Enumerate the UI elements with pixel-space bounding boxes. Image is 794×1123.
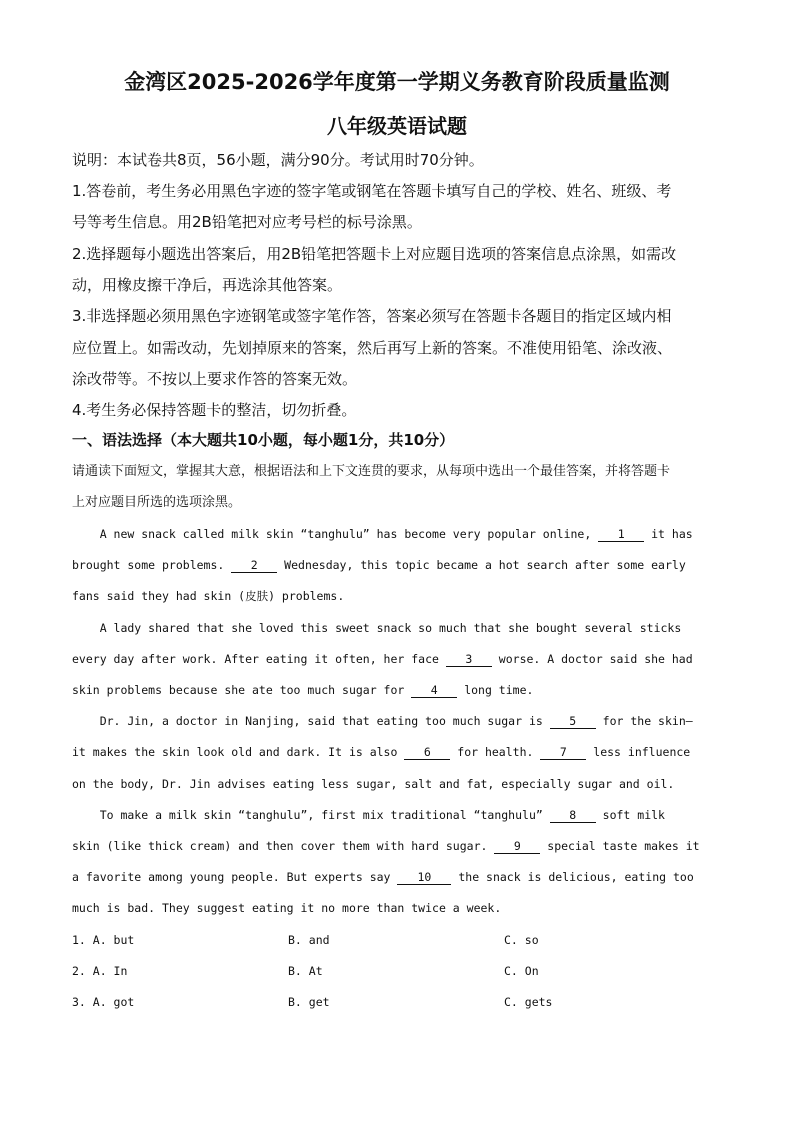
passage-text: brought some problems. [72,558,232,572]
passage-line [72,800,732,831]
instruction-line: 3.非选择题必须用黑色字迹钢笔或签字笔作答，答案必须写在答题卡各题目的指定区域内相 [72,307,672,325]
passage-text: a favorite among young people. But experts say [72,870,398,884]
option-c: C. so [504,933,539,947]
passage-line [72,831,732,862]
question-options-3 [72,987,732,1018]
blank-10: 10 [397,870,451,885]
passage-text: for health. [450,745,541,759]
passage-line [72,862,732,893]
option-a: 3. A. got [72,995,135,1009]
passage-line: A lady shared that she loved this sweet snack so much that she bought several sticks [72,621,682,635]
instruction-line: 1.答卷前，考生务必用黑色字迹的签字笔或钢笔在答题卡填写自己的学校、姓名、班级、考 [72,182,672,200]
instruction-line: 应位置上。如需改动，先划掉原来的答案，然后再写上新的答案。不准使用铅笔、涂改液、 [72,339,673,357]
blank-1: 1 [598,527,644,542]
option-c: C. gets [504,995,553,1009]
passage-text: skin problems because she ate too much sugar for [72,683,412,697]
option-b: B. get [288,995,330,1009]
passage-text: it has [644,527,693,541]
passage-text: special taste makes it [540,839,700,853]
passage-line [72,550,732,581]
passage-text: soft milk [595,808,665,822]
option-b: B. At [288,964,323,978]
passage-line [72,706,732,737]
blank-6: 6 [404,745,450,760]
passage-text: less influence [586,745,691,759]
passage-text: every day after work. After eating it often, her face [72,652,446,666]
passage-text: Dr. Jin, a doctor in Nanjing, said that eating too much sugar is [72,714,550,728]
blank-9: 9 [494,839,540,854]
passage-line [72,737,732,768]
passage-line: fans said they had skin (皮肤) problems. [72,589,345,603]
page-title: 金湾区2025-2026学年度第一学期义务教育阶段质量监测 [124,70,670,94]
option-a: 1. A. but [72,933,135,947]
instruction-line: 说明：本试卷共8页，56小题，满分90分。考试用时70分钟。 [72,151,484,169]
passage-text: worse. A doctor said she had [491,652,693,666]
passage-line: on the body, Dr. Jin advises eating less sugar, salt and fat, especially sugar and oil. [72,777,675,791]
passage-text: long time. [457,683,534,697]
passage-text: for the skin— [595,714,693,728]
blank-8: 8 [550,808,596,823]
passage-text: skin (like thick cream) and then cover them with hard sugar. [72,839,495,853]
passage-text: Wednesday, this topic became a hot search after some early [277,558,686,572]
passage-line [72,675,732,706]
passage-text: the snack is delicious, eating too [451,870,694,884]
question-options-2 [72,956,732,987]
section-heading: 一、语法选择（本大题共10小题，每小题1分，共10分） [72,431,455,449]
instruction-line: 4.考生务必保持答题卡的整洁，切勿折叠。 [72,401,357,419]
section-directions: 请通读下面短文，掌握其大意，根据语法和上下文连贯的要求，从每项中选出一个最佳答案，并将答题卡 [72,464,671,479]
passage-line [72,644,732,675]
blank-2: 2 [231,558,277,573]
passage-text: A new snack called milk skin “tanghulu” has become very popular online, [72,527,599,541]
option-c: C. On [504,964,539,978]
instruction-line: 涂改带等。不按以上要求作答的答案无效。 [72,370,358,388]
blank-5: 5 [550,714,596,729]
instruction-line: 2.选择题每小题选出答案后，用2B铅笔把答题卡上对应题目选项的答案信息点涂黑，如需改 [72,245,677,263]
question-options-1 [72,925,732,956]
blank-4: 4 [411,683,457,698]
passage-text: To make a milk skin “tanghulu”, first mix traditional “tanghulu” [72,808,550,822]
passage-text: it makes the skin look old and dark. It is also [72,745,405,759]
passage-line [72,519,732,550]
blank-7: 7 [540,745,586,760]
blank-3: 3 [446,652,492,667]
option-a: 2. A. In [72,964,128,978]
option-b: B. and [288,933,330,947]
section-directions: 上对应题目所选的选项涂黑。 [72,495,242,510]
instruction-line: 动，用橡皮擦干净后，再选涂其他答案。 [72,276,343,294]
passage-line: much is bad. They suggest eating it no more than twice a week. [72,901,502,915]
page-subtitle: 八年级英语试题 [327,114,467,138]
instruction-line: 号等考生信息。用2B铅笔把对应考号栏的标号涂黑。 [72,213,422,231]
